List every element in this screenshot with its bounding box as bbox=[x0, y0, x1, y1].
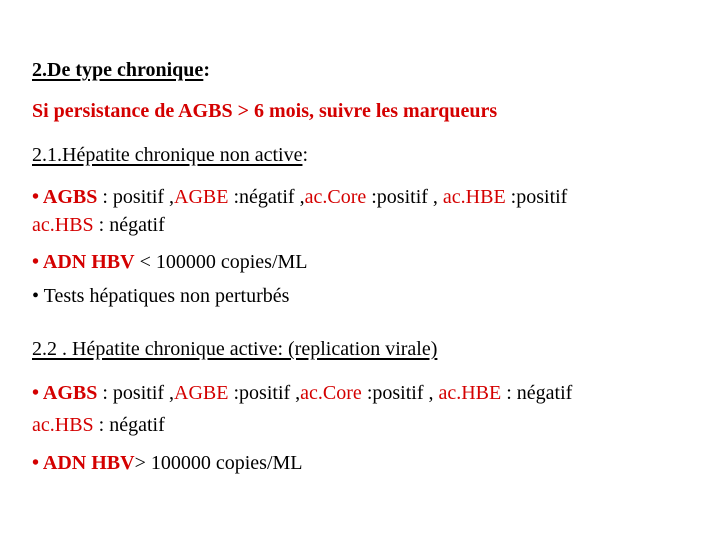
text-segment: AGBE bbox=[174, 186, 229, 208]
heading-underlined-text: 2.De type chronique bbox=[32, 59, 204, 81]
text-segment: :positif , bbox=[361, 382, 439, 404]
text-segment: : positif , bbox=[97, 382, 175, 404]
text-segment: ac.HBE bbox=[438, 382, 502, 404]
text-segment: • AGBS bbox=[32, 186, 98, 208]
text-segment: ac.Core bbox=[300, 382, 362, 404]
section1-bullet-markers-cont bbox=[32, 213, 165, 237]
section1-bullet-dna bbox=[32, 250, 308, 274]
section1-title bbox=[32, 143, 308, 167]
section2-bullet-dna bbox=[32, 451, 303, 475]
text-segment: ac.HBE bbox=[442, 186, 506, 208]
text-segment: :négatif , bbox=[228, 186, 305, 208]
section2-title bbox=[32, 337, 437, 361]
section2-title-underlined: 2.2 . Hépatite chronique active: (replication virale) bbox=[32, 338, 438, 360]
text-segment: :positif , bbox=[228, 382, 301, 404]
section1-title-underlined: 2.1.Hépatite chronique non active bbox=[32, 144, 303, 166]
text-segment: : positif , bbox=[97, 186, 175, 208]
text-segment: : négatif bbox=[93, 214, 165, 236]
text-segment: • ADN HBV bbox=[32, 452, 135, 474]
text-segment: :positif bbox=[505, 186, 568, 208]
text-segment: ac.Core bbox=[304, 186, 367, 208]
text-segment: : négatif bbox=[501, 382, 573, 404]
heading-chronic-type bbox=[32, 58, 210, 82]
section1-bullet-liver-tests bbox=[32, 284, 289, 308]
text-segment: ac.HBS bbox=[32, 214, 94, 236]
text-segment: :positif , bbox=[366, 186, 443, 208]
text-segment: AGBE bbox=[174, 382, 229, 404]
text-segment: • ADN HBV bbox=[32, 251, 135, 273]
text-segment: > 100000 copies/ML bbox=[134, 452, 303, 474]
section1-title-colon: : bbox=[302, 144, 309, 166]
intro-sentence: Si persistance de AGBS > 6 mois, suivre les marqueurs bbox=[32, 100, 498, 122]
section2-bullet-markers bbox=[32, 381, 572, 405]
text-segment: • Tests hépatiques non perturbés bbox=[32, 285, 290, 307]
text-segment: ac.HBS bbox=[32, 414, 94, 436]
heading-colon: : bbox=[203, 59, 210, 81]
text-segment: < 100000 copies/ML bbox=[134, 251, 308, 273]
section1-bullet-markers bbox=[32, 185, 567, 209]
section2-bullet-markers-cont bbox=[32, 413, 165, 437]
text-segment: : négatif bbox=[93, 414, 165, 436]
text-segment: • AGBS bbox=[32, 382, 98, 404]
